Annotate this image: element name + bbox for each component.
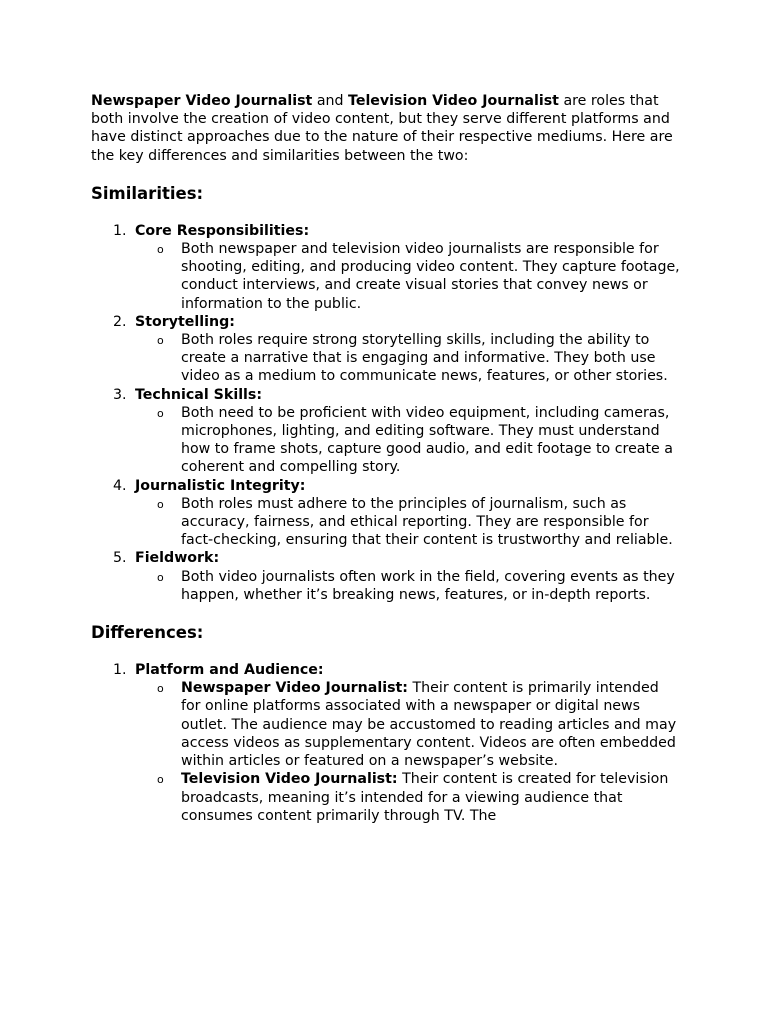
- sub-list-item: [135, 679, 681, 770]
- sub-list: [135, 679, 681, 825]
- bullet-text: Their content is primarily intended for online platforms associated with a newspaper or digital news outlet. The audience may be accustomed to reading articles and may access videos as supplementary content. Videos are often embedded within articles or featured on a newspaper’s website.: [181, 680, 677, 770]
- intro-paragraph: [91, 92, 681, 165]
- document-page: [91, 92, 681, 825]
- item-title: Fieldwork:: [135, 550, 220, 567]
- list-item: [91, 313, 681, 386]
- sub-list: [135, 568, 681, 604]
- list-item: [91, 222, 681, 313]
- bullet-icon: o: [157, 773, 164, 787]
- bullet-icon: o: [157, 497, 164, 511]
- bullet-text: Their content is created for television broadcasts, meaning it’s intended for a viewing audience that consumes content primarily through TV. The: [181, 771, 669, 824]
- bullet-lead: Newspaper Video Journalist:: [181, 680, 408, 697]
- bullet-icon: o: [157, 682, 164, 696]
- item-number: 4.: [113, 477, 127, 494]
- sub-list-item: [135, 404, 681, 477]
- item-number: 3.: [113, 386, 127, 403]
- item-number: 5.: [113, 550, 127, 567]
- list-item: [91, 477, 681, 550]
- sub-list-item: [135, 568, 681, 604]
- bullet-lead: Television Video Journalist:: [181, 771, 398, 788]
- item-title: Core Responsibilities:: [135, 222, 310, 239]
- sub-list-item: [135, 240, 681, 313]
- similarities-heading: Similarities:: [91, 183, 204, 203]
- bullet-text: Both video journalists often work in the field, covering events as they happen, whether it’s breaking news, features, or in-depth reports.: [181, 568, 675, 603]
- sub-list: [135, 240, 681, 313]
- list-item: [91, 386, 681, 477]
- bullet-icon: o: [157, 334, 164, 348]
- intro-term-newspaper: Newspaper Video Journalist: [91, 93, 313, 109]
- differences-heading: Differences:: [91, 623, 204, 643]
- item-title: Storytelling:: [135, 313, 235, 330]
- item-title: Platform and Audience:: [135, 662, 324, 679]
- list-item: [91, 549, 681, 604]
- item-number: 1.: [113, 222, 127, 239]
- bullet-text: Both roles require strong storytelling skills, including the ability to create a narrative that is engaging and informative. They both use video as a medium to communicate news, features, or other stories.: [181, 332, 668, 385]
- sub-list: [135, 331, 681, 386]
- bullet-icon: o: [157, 406, 164, 420]
- bullet-icon: o: [157, 570, 164, 584]
- bullet-text: Both newspaper and television video journalists are responsible for shooting, editing, and producing video content. They capture footage, conduct interviews, and create visual stories that convey news or information to the public.: [181, 241, 680, 312]
- sub-list-item: [135, 770, 681, 825]
- intro-connector: and: [312, 93, 349, 109]
- sub-list-item: [135, 495, 681, 550]
- bullet-text: Both roles must adhere to the principles of journalism, such as accuracy, fairness, and ethical reporting. They are responsible for fact-checking, ensuring that their content is trustworthy and reliable.: [181, 495, 673, 549]
- sub-list: [135, 404, 681, 477]
- intro-text: are roles that both involve the creation of video content, but they serve different platforms and have distinct approaches due to the nature of their respective mediums. Here are the key differences and similarities between the two:: [91, 93, 673, 164]
- list-item: [91, 661, 681, 825]
- item-number: 1.: [113, 662, 127, 679]
- bullet-text: Both need to be proficient with video equipment, including cameras, microphones, lighting, and editing software. They must understand how to frame shots, capture good audio, and edit footage to create a coherent and compelling story.: [181, 404, 673, 476]
- sub-list-item: [135, 331, 681, 386]
- item-title: Technical Skills:: [135, 386, 263, 403]
- bullet-icon: o: [157, 243, 164, 257]
- item-title: Journalistic Integrity:: [135, 477, 306, 494]
- sub-list: [135, 495, 681, 550]
- differences-list: [91, 661, 681, 825]
- intro-term-television: Television Video Journalist: [348, 93, 559, 109]
- similarities-list: [91, 222, 681, 604]
- item-number: 2.: [113, 313, 127, 330]
